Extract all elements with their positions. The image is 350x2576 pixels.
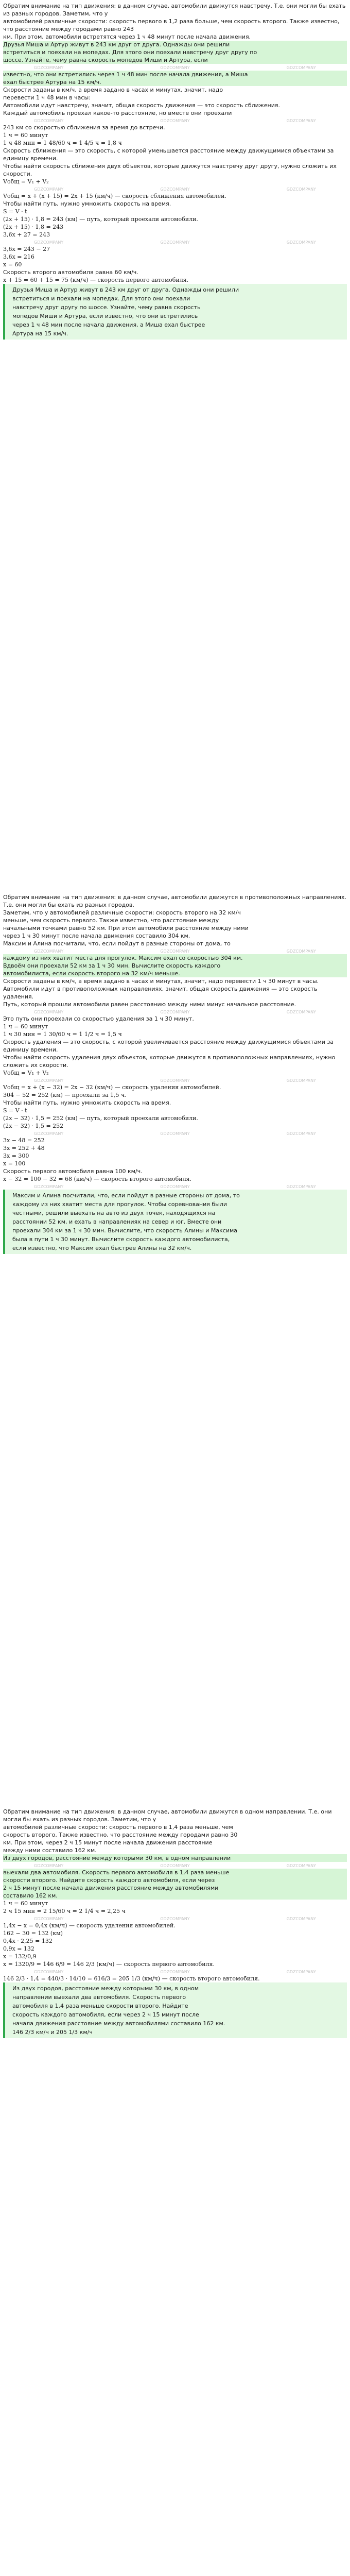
text-line: начальными точками равно 52 км. При этом автомобили расстояние между ними (3, 925, 249, 931)
math-line: 0,4x · 2,25 = 132 (3, 1938, 52, 1944)
answer-line: встретиться и поехали на мопедах. Для этого они поехали (12, 295, 190, 302)
text-line: 243 км со скоростью сближения за время до встречи. (3, 124, 165, 131)
answer-line: проехали 304 км за 1 ч 30 мин. Вычислите, что скорость Алины и Максима (12, 1227, 238, 1234)
answer-line: начала движения расстояние между автомобилями составило 162 км. (12, 2020, 225, 2027)
math-line: x + 15 = 60 + 15 = 75 (км/ч) — скорость первого автомобиля. (3, 277, 189, 283)
watermark-row (3, 1183, 347, 1190)
problem-p1 (3, 2, 347, 340)
math-line: 1 ч 48 мин = 1 48/60 ч = 1 4/5 ч = 1,8 ч (3, 140, 122, 146)
watermark-text: GDZCOMPANY (160, 1131, 190, 1136)
watermark-text: GDZCOMPANY (34, 240, 64, 245)
watermark-text: GDZCOMPANY (34, 1131, 64, 1136)
watermark-text: GDZCOMPANY (34, 1970, 64, 1974)
math-line: 3,6x = 216 (3, 253, 34, 260)
text-line: Чтобы найти путь, нужно умножить скорость на время. (3, 1099, 171, 1106)
text-line: через 1 ч 30 минут после начала движения составило 304 км. (3, 933, 190, 939)
math-line: (2x − 32) · 1,5 = 252 (км) — путь, который проехали автомобили. (3, 1115, 198, 1122)
text-line: Максим и Алина посчитали, что, если пойдут в разные стороны от дома, то (3, 940, 231, 947)
answer-line: если известно, что Максим ехал быстрее Алины на 32 км/ч. (12, 1245, 192, 1251)
math-line: 1 ч = 60 минут (3, 1900, 48, 1907)
watermark-text: GDZCOMPANY (286, 1863, 316, 1868)
watermark-text: GDZCOMPANY (160, 1078, 190, 1083)
text-line: автомобилей различные скорости: скорость первого в 1,2 раза больше, чем скорость второго. Также известно, что расстояние между городами равно 243 (3, 18, 340, 32)
text-line: Это путь они проехали со скоростью удаления за 1 ч 30 минут. (3, 1015, 194, 1022)
answer-line: мопедов Миши и Артура, если известно, что они встретились (12, 313, 198, 319)
text-line: Обратим внимание на тип движения: в данном случае, автомобили движутся в противоположных направлениях. Т.е. они могли бы ехать из разных городов. (3, 894, 347, 908)
math-line: 1,4x − x = 0,4x (км/ч) — скорость удаления автомобилей. (3, 1922, 176, 1929)
text-line: км. При этом, автомобили встретятся через 1 ч 48 минут после начала движения. (3, 33, 251, 40)
text-line: Заметим, что у автомобилей различные скорости: скорость второго на 32 км/ч (3, 909, 241, 916)
math-line: x − 32 = 100 − 32 = 68 (км/ч) — скорость второго автомобиля. (3, 1176, 192, 1182)
text-line: Автомобили идут навстречу, значит, общая скорость движения — это скорость сближения. (3, 102, 280, 109)
math-line: x = 100 (3, 1160, 26, 1167)
text-line: Скорость удаления — это скорость, с которой увеличивается расстояние между движущимися объектами за единицу времени. (3, 1039, 334, 1053)
watermark-text: GDZCOMPANY (160, 65, 190, 70)
math-line: x = 60 (3, 261, 22, 268)
watermark-text: GDZCOMPANY (286, 949, 316, 954)
highlighted-line: скорости второго. Найдите скорость каждого автомобиля, если через (3, 1876, 347, 1884)
watermark-row (3, 64, 347, 71)
watermark-row (3, 1915, 347, 1922)
math-line: 3x = 300 (3, 1153, 29, 1159)
highlighted-line: каждому из них хватит места для прогулок. Максим ехал со скоростью 304 км. (3, 954, 347, 962)
watermark-text: GDZCOMPANY (286, 1131, 316, 1136)
watermark-text: GDZCOMPANY (286, 240, 316, 245)
watermark-text: GDZCOMPANY (286, 1184, 316, 1189)
watermark-text: GDZCOMPANY (160, 949, 190, 954)
highlighted-line: составило 162 км. (3, 1892, 347, 1900)
answer-line: направлении выехали два автомобиля. Скорость первого (12, 1994, 186, 2001)
text-line: км. При этом, через 2 ч 15 минут после начала движения расстояние (3, 1839, 213, 1846)
answer-line: Артура на 15 км/ч. (12, 330, 68, 337)
watermark-row (3, 185, 347, 192)
watermark-text: GDZCOMPANY (34, 1917, 64, 1921)
math-line: 162 − 30 = 132 (км) (3, 1930, 63, 1937)
text-line: перевести 1 ч 48 мин в часы: (3, 94, 91, 101)
text-line: Обратим внимание на тип движения: в данном случае, автомобили движутся навстречу. Т.е. они могли бы ехать из разных городов. Заметим, что у (3, 3, 346, 17)
text-line: Скорости заданы в км/ч, а время задано в часах и минутах, значит, надо (3, 87, 223, 93)
math-line: 3x − 48 = 252 (3, 1137, 45, 1144)
watermark-row (3, 1130, 347, 1137)
math-line: (2x − 32) · 1,5 = 252 (3, 1123, 64, 1129)
text-line: Каждый автомобиль проехал какое-то расстояние, но вместе они проехали (3, 110, 232, 116)
watermark-text: GDZCOMPANY (286, 118, 316, 123)
text-line: Путь, который прошли автомобили равен расстоянию между ними минус начальное расстояние. (3, 1001, 296, 1008)
highlighted-line: выехали два автомобиля. Скорость первого автомобиля в 1,4 раза меньше (3, 1869, 347, 1876)
math-line: S = V · t (3, 208, 27, 215)
answer-line: автомобиля в 1,4 раза меньше скорости второго. Найдите (12, 2003, 188, 2009)
problem-p3 (3, 1808, 347, 2038)
text-line: между ними составило 162 км. (3, 1847, 97, 1854)
watermark-text: GDZCOMPANY (34, 949, 64, 954)
math-line: 304 − 52 = 252 (км) — проехали за 1,5 ч. (3, 1092, 127, 1098)
math-line: 2 ч 15 мин = 2 15/60 ч = 2 1/4 ч = 2,25 ч (3, 1908, 126, 1914)
math-line: (2x + 15) · 1,8 = 243 (км) — путь, который проехали автомобили. (3, 216, 198, 223)
text-line: Чтобы найти скорость сближения двух объектов, которые движутся навстречу друг другу, нужно сложить их скорости. (3, 163, 337, 177)
math-line: S = V · t (3, 1107, 27, 1114)
highlighted-line: ехал быстрее Артура на 15 км/ч. (3, 78, 347, 86)
watermark-text: GDZCOMPANY (34, 1078, 64, 1083)
text-line: Скорость первого автомобиля равна 100 км/ч. (3, 1168, 143, 1175)
watermark-text: GDZCOMPANY (286, 1078, 316, 1083)
watermark-text: GDZCOMPANY (160, 1863, 190, 1868)
math-line: 3x = 252 + 48 (3, 1145, 45, 1151)
watermark-row (3, 1968, 347, 1975)
text-line: автомобилей различные скорости: скорость первого в 1,4 раза меньше, чем (3, 1824, 233, 1831)
answer-line: Из двух городов, расстояние между которыми 30 км, в одном (12, 1985, 199, 1992)
text-line: скорость второго. Также известно, что расстояние между городами равно 30 (3, 1832, 238, 1838)
answer-box (3, 1982, 347, 2038)
watermark-text: GDZCOMPANY (34, 1184, 64, 1189)
math-line: 3,6x = 243 − 27 (3, 246, 50, 252)
math-line: Vобщ = V₁ + V₂ (3, 178, 49, 185)
text-line: Чтобы найти скорость удаления двух объектов, которые движутся в противоположных направлениях, нужно сложить их скорости. (3, 1054, 336, 1069)
highlighted-line: встретиться и поехали на мопедах. Для этого они поехали навстречу друг другу по (3, 48, 347, 56)
text-line: Чтобы найти путь, нужно умножить скорость на время. (3, 200, 171, 207)
watermark-text: GDZCOMPANY (160, 1917, 190, 1921)
watermark-text: GDZCOMPANY (160, 118, 190, 123)
highlighted-line: Вдвоём они проехали 52 км за 1 ч 30 мин. Вычислите скорость каждого (3, 962, 347, 970)
watermark-text: GDZCOMPANY (160, 1184, 190, 1189)
watermark-text: GDZCOMPANY (286, 1970, 316, 1974)
highlighted-line: Друзья Миша и Артур живут в 243 км друг от друга. Однажды они решили (3, 41, 347, 48)
answer-line: Максим и Алина посчитали, что, если пойдут в разные стороны от дома, то (12, 1192, 240, 1199)
text-line: Скорости заданы в км/ч, а время задано в часах и минутах, значит, надо перевести 1 ч 30 минут в часы. (3, 978, 319, 985)
text-line: меньше, чем скорость первого. Также известно, что расстояние между (3, 917, 219, 924)
watermark-row (3, 117, 347, 124)
answer-line: навстречу друг другу по шоссе. Узнайте, чему равна скорость (12, 304, 201, 311)
math-line: 1 ч 30 мин = 1 30/60 ч = 1 1/2 ч = 1,5 ч (3, 1031, 122, 1038)
watermark-text: GDZCOMPANY (286, 65, 316, 70)
watermark-text: GDZCOMPANY (34, 65, 64, 70)
math-line: 0,9x = 132 (3, 1945, 34, 1952)
math-line: Vобщ = V₁ + V₂ (3, 1070, 49, 1076)
answer-line: через 1 ч 48 мин после начала движения, а Миша ехал быстрее (12, 321, 205, 328)
watermark-text: GDZCOMPANY (34, 187, 64, 192)
math-line: 1 ч = 60 минут (3, 132, 48, 139)
watermark-text: GDZCOMPANY (34, 1010, 64, 1014)
answer-box (3, 1190, 347, 1254)
answer-line: честными, решили выехать на авто из двух точек, находящихся на (12, 1210, 216, 1216)
watermark-row (3, 1077, 347, 1083)
answer-line: каждому из них хватит места для прогулок. Чтобы соревнования были (12, 1201, 227, 1208)
problem-p2 (3, 893, 347, 1254)
answer-line: 146 2/3 км/ч и 205 1/3 км/ч (12, 2029, 93, 2036)
text-line: Скорость второго автомобиля равна 60 км/ч. (3, 269, 138, 276)
watermark-row (3, 1008, 347, 1015)
watermark-text: GDZCOMPANY (34, 1863, 64, 1868)
watermark-text: GDZCOMPANY (34, 118, 64, 123)
watermark-text: GDZCOMPANY (286, 1917, 316, 1921)
text-line: Обратим внимание на тип движения: в данном случае, автомобили движутся в одном направлении. Т.е. они могли бы ехать из разных городов. Заметим, что у (3, 1808, 332, 1823)
highlighted-line: известно, что они встретились через 1 ч 48 мин после начала движения, а Миша (3, 71, 347, 78)
answer-line: была в пути 1 ч 30 минут. Вычислите скорость каждого автомобилиста, (12, 1236, 230, 1243)
watermark-text: GDZCOMPANY (160, 1970, 190, 1974)
math-line: 3,6x + 27 = 243 (3, 231, 50, 238)
watermark-row (3, 1862, 347, 1869)
answer-line: Друзья Миша и Артур живут в 243 км друг от друга. Однажды они решили (12, 286, 239, 293)
math-line: x = 132/0,9 (3, 1953, 37, 1960)
highlighted-line: автомобилиста, если скорость второго на 32 км/ч меньше. (3, 970, 347, 977)
math-line: 1 ч = 60 минут (3, 1023, 48, 1030)
answer-line: расстоянии 52 км, и ехать в направлениях на север и юг. Вместе они (12, 1218, 222, 1225)
math-line: (2x + 15) · 1,8 = 243 (3, 224, 64, 230)
text-line: Автомобили идут в противоположных направлениях, значит, общая скорость движения — это скорость удаления. (3, 986, 318, 1000)
math-line: Vобщ = x + (x + 15) = 2x + 15 (км/ч) — скорость сближения автомобилей. (3, 193, 226, 199)
watermark-text: GDZCOMPANY (160, 187, 190, 192)
math-line: 146 2/3 · 1,4 = 440/3 · 14/10 = 616/3 = 205 1/3 (км/ч) — скорость второго автомобиля. (3, 1975, 260, 1982)
watermark-row (3, 947, 347, 954)
math-line: x = 1320/9 = 146 6/9 = 146 2/3 (км/ч) — скорость первого автомобиля. (3, 1961, 215, 1968)
watermark-text: GDZCOMPANY (160, 1010, 190, 1014)
math-line: Vобщ = x + (x − 32) = 2x − 32 (км/ч) — скорость удаления автомобилей. (3, 1084, 221, 1091)
watermark-text: GDZCOMPANY (286, 1010, 316, 1014)
watermark-text: GDZCOMPANY (160, 240, 190, 245)
answer-box (3, 284, 347, 340)
watermark-text: GDZCOMPANY (286, 187, 316, 192)
highlighted-line: 2 ч 15 минут после начала движения расстояние между автомобилями (3, 1884, 347, 1892)
highlighted-line: шоссе. Узнайте, чему равна скорость мопедов Миши и Артура, если (3, 56, 347, 64)
text-line: Скорость сближения — это скорость, с которой уменьшается расстояние между движущимися объектами за единицу времени. (3, 147, 334, 162)
answer-line: скорость каждого автомобиля, если через 2 ч 15 минут после (12, 2011, 199, 2018)
watermark-row (3, 239, 347, 245)
highlighted-line: Из двух городов, расстояние между которыми 30 км, в одном направлении (3, 1854, 347, 1862)
